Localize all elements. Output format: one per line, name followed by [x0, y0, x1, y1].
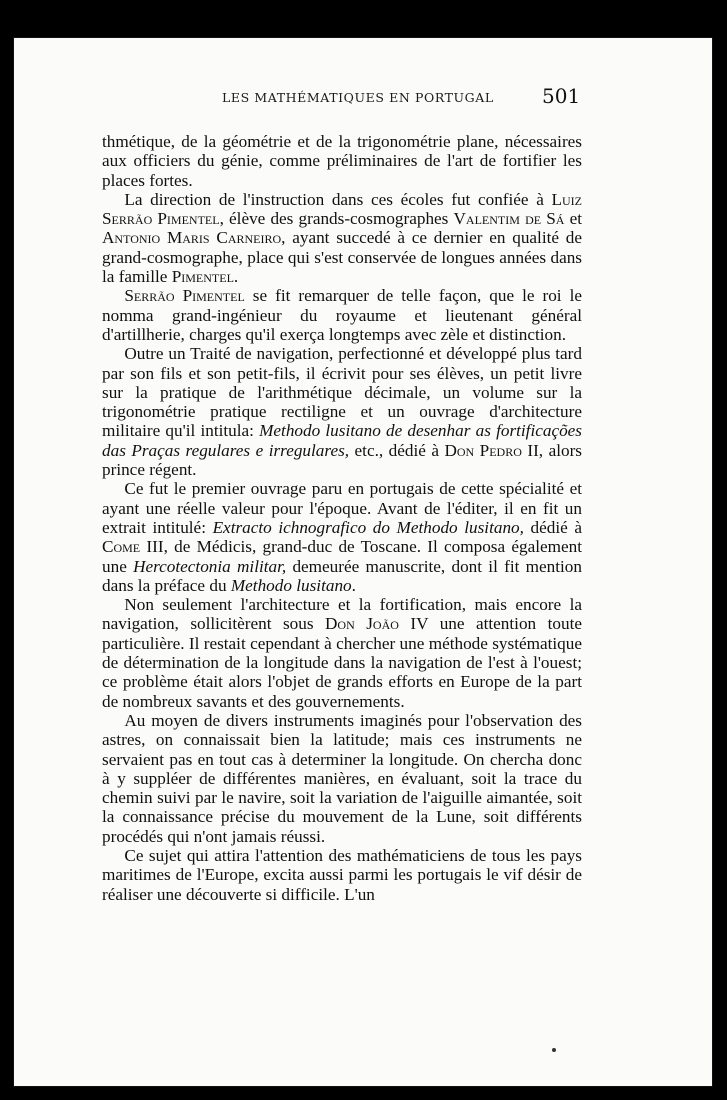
book-title: Hercotectonia militar,: [133, 556, 287, 576]
text-run: III, de Médicis, grand-duc de Toscane. Il composa également une: [102, 537, 582, 576]
text-run: II, alors prince régent.: [102, 440, 582, 480]
text-run: demeurée manuscrite, dont il fit mention dans la préface du: [102, 556, 582, 595]
paragraph: [102, 344, 582, 479]
text-run: etc., dédié à: [349, 440, 445, 460]
text-run: , ayant succedé à ce dernier en qualité de grand-cosmographe, place qui s'est conservée de longues années dans la famille: [102, 228, 582, 287]
text-run: et: [564, 209, 582, 229]
running-title: LES MATHÉMATIQUES EN PORTUGAL: [222, 90, 494, 105]
paragraph: Ce sujet qui attira l'attention des mathématiciens de tous les pays maritimes de l'Europe, excita aussi parmi les portugais le vif désir de réaliser une découverte si difficile. L'un: [102, 845, 582, 904]
paragraph: [102, 190, 582, 286]
text-run: .: [351, 575, 356, 595]
paragraph: [102, 595, 582, 711]
text-run: se fit remarquer de telle façon, que le roi le nomma grand-ingénieur du royaume et lieutenant général d'artillherie, charges qu'il exerça longtemps avec zèle et distinction.: [102, 286, 582, 344]
text-run: La direction de l'instruction dans ces écoles fut confiée à: [124, 189, 552, 209]
book-title: Methodo lusitano de desenhar as fortificações das Praças regulares e irregulares,: [102, 421, 582, 460]
paragraph: [102, 479, 582, 595]
book-title: Extracto ichnografico do Methodo lusitano,: [212, 517, 524, 537]
page-number: 501: [542, 84, 581, 108]
person-name: Antonio Maris Carneiro: [102, 228, 282, 248]
text-run: .: [233, 267, 239, 287]
person-name: Valentim de Sá: [453, 209, 565, 229]
person-name: Luiz Serrão Pimentel: [102, 189, 582, 229]
person-name: Don Pedro: [444, 440, 522, 460]
page-header: [14, 86, 712, 108]
text-run: , élève des grands-cosmographes: [219, 209, 454, 229]
person-name: Serrão Pimentel: [124, 286, 245, 306]
ink-dot: [552, 1048, 556, 1052]
book-title: Methodo lusitano: [230, 575, 352, 595]
paragraph: thmétique, de la géométrie et de la trigonométrie plane, nécessaires aux officiers du génie, comme préliminaires de l'art de fortifier les places fortes.: [102, 132, 582, 190]
person-name: Pimentel: [171, 267, 234, 287]
text-run: Outre un Traité de navigation, perfectionné et développé plus tard par son fils et son petit-fils, il écrivit pour ses élèves, un petit livre sur la pratique de l'arithmétique décimale, un volume sur la trigonométrie pratique rectiligne et un ouvrage d'architecture militaire qu'il intitula:: [102, 344, 582, 441]
text-run: IV une attention toute particulière. Il restait cependant à chercher une méthode systématique de détermination de la longitude dans la navigation de l'est à l'ouest; ce problème était alors l'objet de grands efforts en Europe de la part de nombreux savants et des gouvernements.: [102, 614, 582, 711]
text-run: dédié à: [523, 517, 582, 537]
person-name: Come: [102, 537, 141, 557]
body-text: [102, 132, 582, 904]
paragraph: Au moyen de divers instruments imaginés pour l'observation des astres, on connaissait bien la latitude; mais ces instruments ne servaient pas en tout cas à determiner la longitude. On chercha donc à y suppléer de différentes manières, en évaluant, soit la trace du chemin suivi par le navire, soit la variation de l'aiguille aimantée, soit la connaissance précise du mouvement de la Lune, soit différents procédés qui n'ont jamais réussi.: [102, 710, 582, 846]
person-name: Don João: [325, 614, 399, 634]
paragraph: [102, 286, 582, 344]
book-page: [14, 38, 712, 1086]
text-run: Ce fut le premier ouvrage paru en portugais de cette spécialité et ayant une réelle valeur pour l'époque. Avant de l'éditer, il en fit un extrait intitulé:: [102, 479, 582, 537]
text-run: Non seulement l'architecture et la fortification, mais encore la navigation, sollicitèrent sous: [102, 595, 582, 634]
